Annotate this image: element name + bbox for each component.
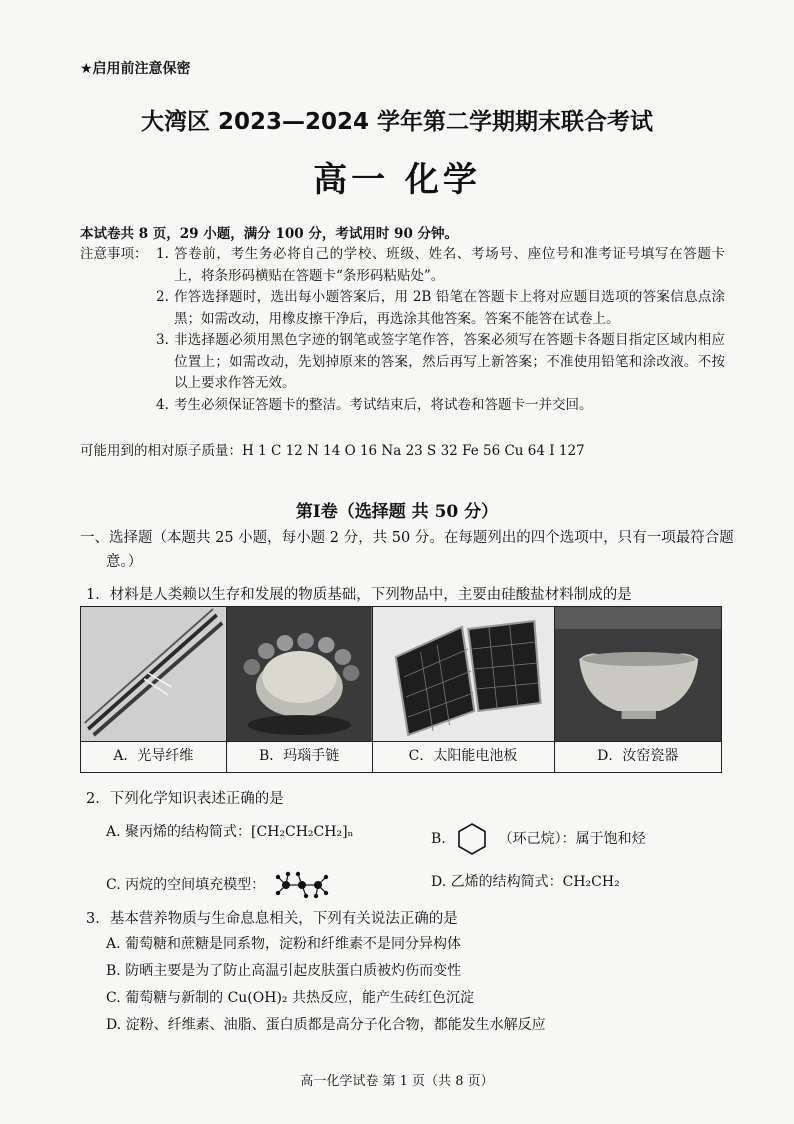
atomic-mass-line: 可能用到的相对原子质量：H 1 C 12 N 14 O 16 Na 23 S 32 Fe 56 Cu 64 I 127 (80, 443, 585, 459)
notes-heading: 注意事项： (80, 246, 148, 262)
question-2-stem: 2．下列化学知识表述正确的是 (86, 791, 284, 807)
solar-panel-image (373, 607, 555, 741)
q3-option-d: D. 淀粉、纤维素、油脂、蛋白质都是高分子化合物，都能发生水解反应 (106, 1017, 546, 1033)
cyclohexane-ring-icon (454, 821, 490, 857)
exam-title: 大湾区 2023—2024 学年第二学期期末联合考试 (140, 109, 654, 135)
q2-option-d: D. 乙烯的结构简式：CH₂CH₂ (431, 874, 620, 890)
q1-option-b: B．玛瑙手链 (227, 742, 373, 772)
optical-fiber-image (81, 607, 227, 741)
q2-option-a: A. 聚丙烯的结构简式：[CH₂CH₂CH₂]ₙ (106, 824, 354, 840)
section-instructions: 一、选择题（本题共 25 小题，每小题 2 分，共 50 分。在每题列出的四个选项中，只有一项最符合题意。） (80, 530, 734, 570)
exam-info: 本试卷共 8 页，29 小题，满分 100 分，考试用时 90 分钟。 (80, 226, 459, 242)
confidential-label: ★启用前注意保密 (80, 61, 191, 77)
notes-block (80, 244, 725, 416)
q1-option-a: A．光导纤维 (81, 742, 227, 772)
q3-option-b: B. 防晒主要是为了防止高温引起皮肤蛋白质被灼伤而变性 (106, 963, 462, 979)
propane-model-icon (274, 871, 330, 899)
q1-option-c: C．太阳能电池板 (373, 742, 555, 772)
q3-option-a: A. 葡萄糖和蔗糖是同系物，淀粉和纤维素不是同分异构体 (106, 936, 462, 952)
ru-porcelain-bowl-image (555, 607, 721, 741)
question-1-stem: 1．材料是人类赖以生存和发展的物质基础，下列物品中，主要由硅酸盐材料制成的是 (86, 587, 632, 603)
q1-image-table (80, 606, 722, 773)
question-3-stem: 3．基本营养物质与生命息息相关，下列有关说法正确的是 (86, 911, 458, 927)
agate-bracelet-image (227, 607, 373, 741)
subject-title: 高一 化学 (313, 160, 481, 200)
q2-option-b: B. （环己烷）：属于饱和烃 (431, 821, 646, 857)
q2-option-c: C. 丙烷的空间填充模型： (106, 871, 334, 899)
q1-option-d: D．汝窑瓷器 (597, 748, 679, 764)
note-item: 2. 作答选择题时，选出每小题答案后，用 2B 铅笔在答题卡上将对应题目选项的答案信息点涂黑；如需改动，用橡皮擦干净后，再选涂其他答案。答案不能答在试卷上。 (156, 289, 725, 327)
note-item: 1. 答卷前，考生务必将自己的学校、班级、姓名、考场号、座位号和准考证号填写在答题卡上，将条形码横贴在答题卡“条形码粘贴处”。 (156, 246, 725, 284)
polypropylene-formula: [CH₂CH₂CH₂]ₙ (251, 824, 354, 840)
q3-option-c: C. 葡萄糖与新制的 Cu(OH)₂ 共热反应，能产生砖红色沉淀 (106, 990, 474, 1006)
part1-title: 第Ⅰ卷（选择题 共 50 分） (295, 502, 499, 522)
note-item: 3. 非选择题必须用黑色字迹的钢笔或签字笔作答，答案必须写在答题卡各题目指定区域内相应位置上；如需改动，先划掉原来的答案，然后再写上新答案；不准使用铅笔和涂改液。不按以上要求作答无效。 (156, 332, 725, 391)
note-item: 4. 考生必须保证答题卡的整洁。考试结束后，将试卷和答题卡一并交回。 (156, 396, 593, 413)
page-footer: 高一化学试卷 第 1 页（共 8 页） (300, 1074, 494, 1089)
notes-list (80, 244, 725, 416)
